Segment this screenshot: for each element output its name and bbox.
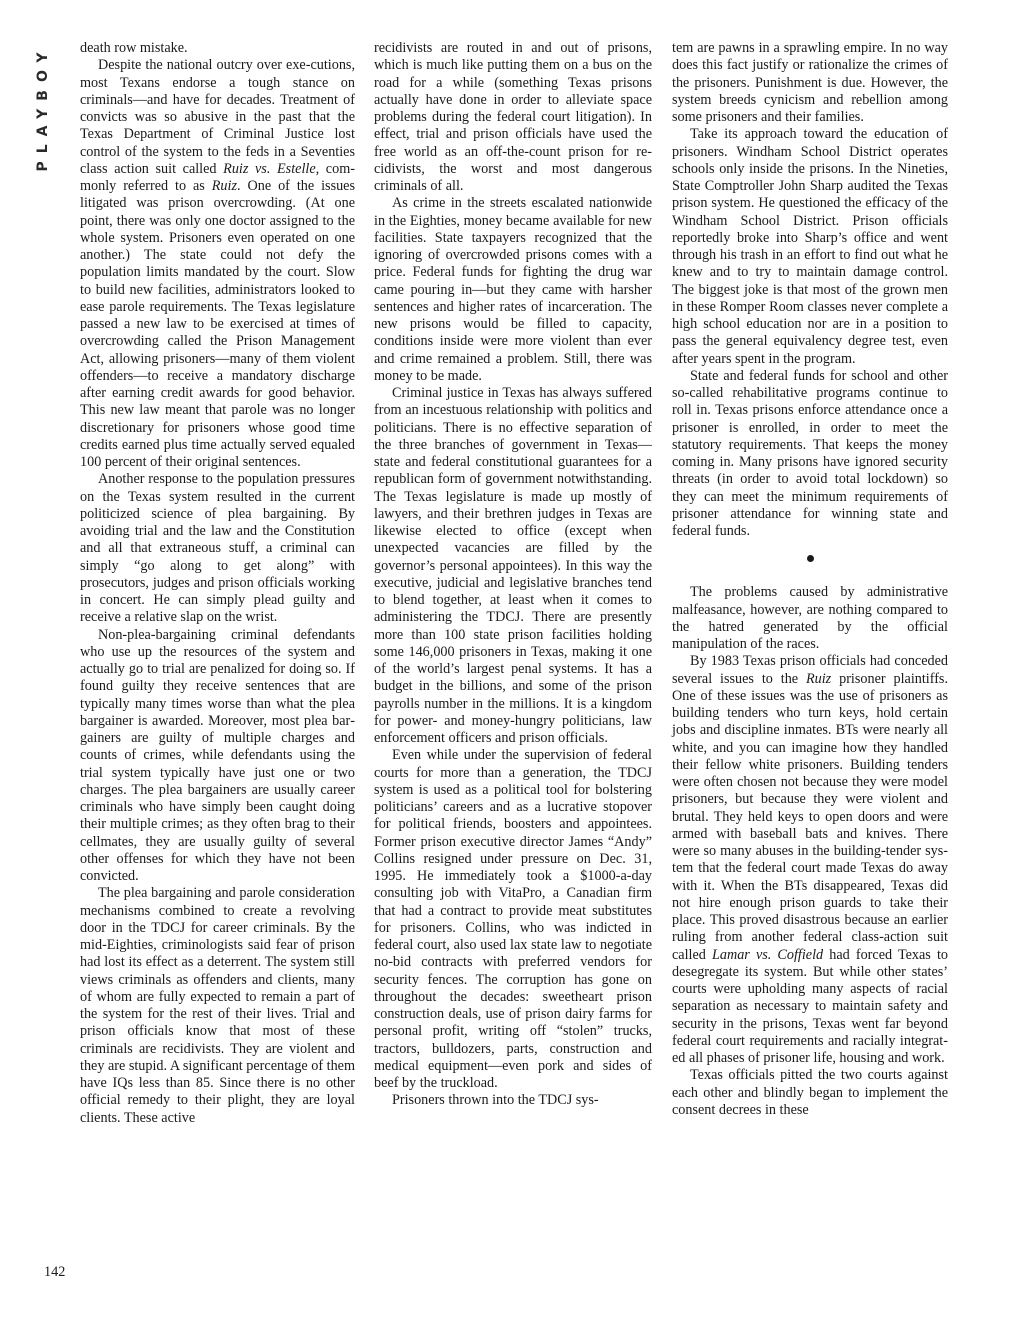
section-break [672, 540, 948, 584]
paragraph: By 1983 Texas prison officials had conceded several issues to the Ruiz prisoner plaintiffs. One of these issues was the use of prisoners as building tenders who turn keys, hold certain jobs and discipline inmates. BTs were nearly all white, and you can imagine how they handled their fellow white prisoners. Building tenders were often chosen not because they were model prisoners, but because they were violent and brutal. They held keys to open doors and were armed with baseball bats and knives. There were so many abuses in the building-tender system that the federal court made Texas do away with it. When the BTs disappeared, Texas did not hire enough prison guards to take their place. This proved disastrous because an earlier ruling from another federal class-action suit called Lamar vs. Coffield had forced Texas to desegregate its system. But while other states’ courts were upholding many aspects of racial separation as necessary to maintain safety and security in the prisons, Texas went far beyond federal court requirements and racially integrated all phases of prisoner life, housing and work. [672, 653, 948, 1066]
paragraph: death row mistake. [80, 40, 188, 56]
text-column-3 [672, 40, 948, 1119]
magazine-sidebar-label: PLAYBOY [35, 44, 51, 172]
paragraph: Despite the national outcry over exe-cutions, most Texans endorse a tough stance on criminals—and have for decades. Treatment of convicts was so abusive in the past that the Texas Department of Criminal Justice lost control of the system to the feds in a Seventies class action suit called Ruiz vs. Estelle, commonly referred to as Ruiz. One of the issues litigated was prison overcrowding. (At one point, there was only one doctor assigned to the whole system. Prisoners even operated on one another.) The state could not defy the population limits mandated by the court. Slow to build new facilities, administrators looked to ease parole requirements. The Texas legislature passed a new law to be exercised at times of overcrowding called the Prison Management Act, allowing prisoners—many of them violent offenders—to receive a mandatory discharge after earning credit awards for good behavior. This new law meant that parole was no longer discretionary for prisoners whose good time credits earned plus time actually served equaled 100 percent of their original sentences. [80, 57, 355, 470]
paragraph: State and federal funds for school and other so-called rehabilitative programs continue to roll in. Texas prisons enforce attendance once a prisoner is enrolled, in order to meet the statutory requirements. That keeps the money coming in. Many prisons have ignored security threats (in order to avoid total lockdown) so they can meet the minimum requirements of prisoner attendance for winning state and federal funds. [672, 367, 948, 539]
paragraph: Criminal justice in Texas has always suffered from an incestuous relationship with politics and politicians. There is no effective separation of the three branches of government in Texas—state and federal constitutional guarantees for a republican form of government notwithstanding. The Texas legislature is made up mostly of lawyers, and their brethren judges in Texas are likewise elected to office (except when unexpected vacancies are filled by the governor’s personal appointees). In this way the executive, judicial and legislative branches tend to blend together, at least when it comes to administering the TDCJ. There are presently more than 100 state prison facilities holding some 146,000 prisoners in Texas, making it one of the world’s largest penal systems. It has a budget in the billions, and some of the prison payrolls number in the millions. It is a kingdom for power- and money-hungry politicians, law enforcement officers and prison officials. [374, 385, 652, 746]
text-column-2 [374, 40, 652, 1110]
paragraph: Texas officials pitted the two courts against each other and blindly began to implement the consent decrees in these [672, 1067, 948, 1118]
page-number: 142 [44, 1264, 66, 1280]
section-break-bullet-icon [807, 555, 814, 562]
paragraph: The plea bargaining and parole consideration mechanisms combined to create a revolving door in the TDCJ for career criminals. By the mid-Eighties, criminologists said fear of prison had lost its effect as a deterrent. The system still views criminals as offenders and clients, many of whom are fully expected to remain a part of the system for the rest of their lives. Trial and prison officials know that most of these criminals are recidivists. They are violent and they are stupid. A significant percentage of them have IQs less than 85. Since there is no other official remedy to their plight, they are loyal clients. These active [80, 885, 355, 1126]
paragraph: recidivists are routed in and out of prisons, which is much like putting them on a bus on the road for a while (something Texas prisons actually have done in order to alleviate space problems during the federal court litigation). In effect, trial and prison officials have used the free world as an off-the-count prison for recidivists, the worst and most dangerous criminals of all. [374, 40, 652, 194]
paragraph: Another response to the population pressures on the Texas system resulted in the current politicized science of plea bargaining. By avoiding trial and the law and the Constitution and all that extraneous stuff, a criminal can simply “go along to get along” with prosecutors, judges and prison officials working in concert. He can simply plead guilty and receive a relative slap on the wrist. [80, 471, 355, 626]
paragraph: Prisoners thrown into the TDCJ sys- [392, 1092, 599, 1109]
text-column-1 [80, 40, 355, 1127]
paragraph: The problems caused by administrative malfeasance, however, are nothing compared to the hatred generated by the official manipulation of the races. [672, 584, 948, 652]
paragraph: Even while under the supervision of federal courts for more than a generation, the TDCJ system is used as a political tool for bolstering politicians’ careers and as a lucrative stopover for political friends, boosters and appointees. Former prison executive director James “Andy” Collins resigned under pressure on Dec. 31, 1995. He immediately took a $1000-a-day consulting job with VitaPro, a Canadian firm that had a contract to provide meat substitutes for prisoners. Collins, who was indicted in federal court, also used lax state law to negotiate no-bid contracts with preferred vendors for security fences. The corruption has gone on throughout the decades: sweetheart prison construction deals, use of prison dairy farms for personal profit, writing off “stolen” trucks, tractors, bulldozers, parts, construction and medical equipment—even pork and sides of beef by the truckload. [374, 747, 652, 1091]
paragraph: Take its approach toward the education of prisoners. Windham School District operates schools only inside the prisons. In the Nineties, State Comptroller John Sharp audited the Texas prison system. He questioned the efficacy of the Windham School District. Prison officials reportedly broke into Sharp’s office and went through his trash in an effort to find out what he knew and to try to maintain damage control. The biggest joke is that most of the grown men in these Romper Room classes never complete a high school education nor are in a position to pass the general equivalency degree test, even after years spent in the program. [672, 126, 948, 367]
paragraph: As crime in the streets escalated nationwide in the Eighties, money became available for new facilities. State taxpayers recognized that the ignoring of overcrowded prisons comes with a price. Federal funds for fighting the drug war came pouring in—but they came with harsher sentences and higher rates of incarceration. The new prisons would be filled to capacity, conditions inside were more violent than ever and crime remained a problem. Still, there was money to be made. [374, 195, 652, 384]
paragraph: Non-plea-bargaining criminal defendants who use up the resources of the system and actually go to trial are penalized for doing so. If found guilty they receive sentences that are typically many times worse than what the plea bargainer is awarded. Moreover, most plea bargainers are guilty of multiple charges and counts of crimes, while defendants using the trial system typically have just one or two charges. The plea bargainers are usually career criminals who have simply been caught doing their multiple crimes; as they often brag to their cellmates, they are usually guilty of several other offenses for which they have not been convicted. [80, 626, 355, 884]
paragraph: tem are pawns in a sprawling empire. In no way does this fact justify or rationalize the crimes of the prisoners. Punishment is due. However, the system breeds cynicism and rebellion among some prisoners and their families. [672, 40, 948, 125]
